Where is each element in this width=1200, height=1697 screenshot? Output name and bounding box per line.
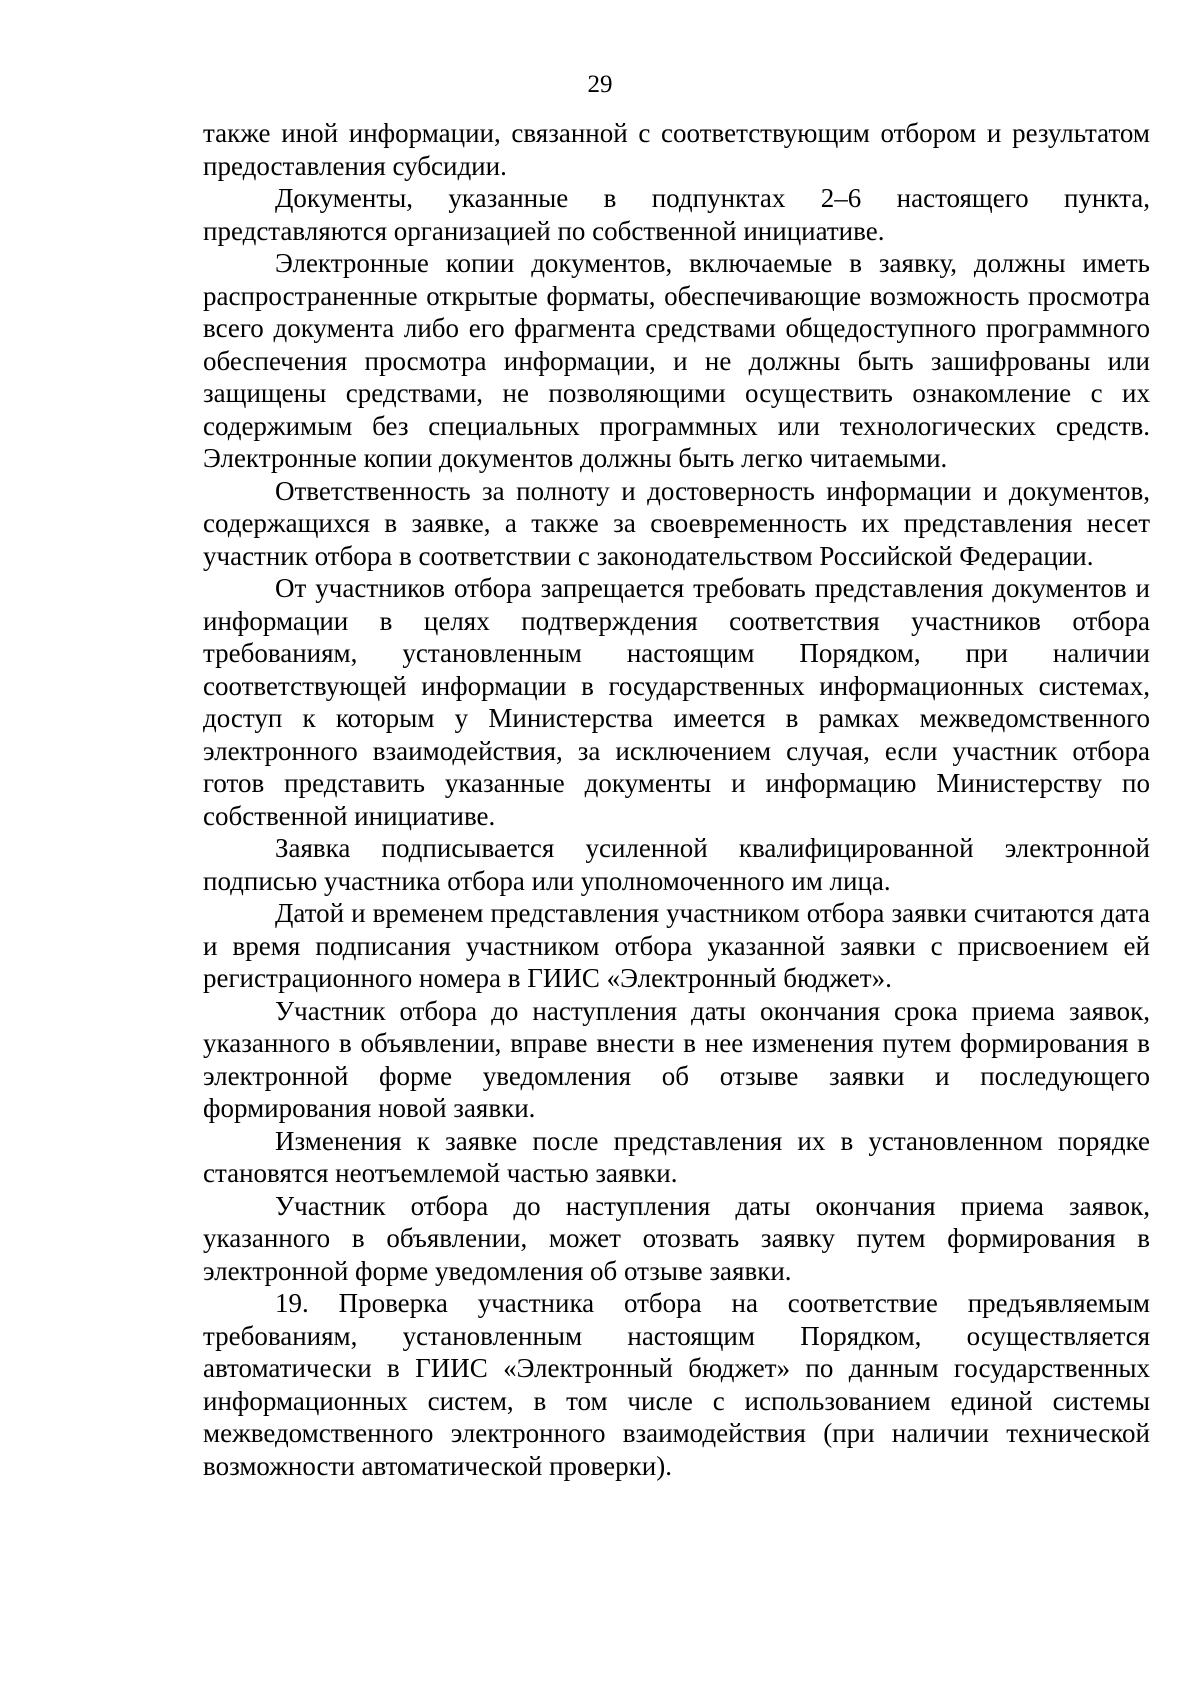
paragraph-changes-part: Изменения к заявке после представления их в установленном порядке становятся неотъемлемой частью заявки. bbox=[203, 1125, 1150, 1188]
paragraph-withdrawal: Участник отбора до наступления даты окончания приема заявок, указанного в объявлении, может отозвать заявку путем формирования в электронной форме уведомления об отзыве заявки. bbox=[203, 1190, 1150, 1286]
paragraph-item-19: 19. Проверка участника отбора на соответствие предъявляемым требованиям, установленным настоящим Порядком, осуществляется автоматически в ГИИС «Электронный бюджет» по данным государственных информационных систем, в том числе с использованием единой системы межведомственного электронного взаимодействия (при наличии технической возможности автоматической проверки). bbox=[203, 1288, 1150, 1481]
paragraph-electronic-copies: Электронные копии документов, включаемые в заявку, должны иметь распространенные открытые форматы, обеспечивающие возможность просмотра всего документа либо его фрагмента средствами общедоступного программного обеспечения просмотра информации, и не должны быть зашифрованы или защищены средствами, не позволяющими осуществить ознакомление с их содержимым без специальных программных или технологических средств. Электронные копии документов должны быть легко читаемыми. bbox=[203, 248, 1150, 473]
paragraph-signature: Заявка подписывается усиленной квалифицированной электронной подписью участника отбора или уполномоченного им лица. bbox=[203, 833, 1150, 896]
paragraph-changes: Участник отбора до наступления даты окончания срока приема заявок, указанного в объявлении, вправе внести в нее изменения путем формирования в электронной форме уведомления об отзыве заявки и последующего формирования новой заявки. bbox=[203, 995, 1150, 1123]
page-number: 29 bbox=[587, 71, 613, 98]
paragraph-continuation: также иной информации, связанной с соответствующим отбором и результатом предоставления субсидии. bbox=[203, 118, 1150, 181]
document-body bbox=[203, 117, 1150, 1482]
paragraph-documents-initiative: Документы, указанные в подпунктах 2–6 настоящего пункта, представляются организацией по собственной инициативе. bbox=[203, 183, 1150, 246]
paragraph-responsibility: Ответственность за полноту и достоверность информации и документов, содержащихся в заявке, а также за своевременность их представления несет участник отбора в соответствии с законодательством Российской Федерации. bbox=[203, 475, 1150, 571]
paragraph-submission-date: Датой и временем представления участником отбора заявки считаются дата и время подписания участником отбора указанной заявки с присвоением ей регистрационного номера в ГИИС «Электронный бюджет». bbox=[203, 898, 1150, 993]
paragraph-prohibition: От участников отбора запрещается требовать представления документов и информации в целях подтверждения соответствия участников отбора требованиям, установленным настоящим Порядком, при наличии соответствующей информации в государственных информационных системах, доступ к которым у Министерства имеется в рамках межведомственного электронного взаимодействия, за исключением случая, если участник отбора готов представить указанные документы и информацию Министерству по собственной инициативе. bbox=[203, 573, 1150, 831]
